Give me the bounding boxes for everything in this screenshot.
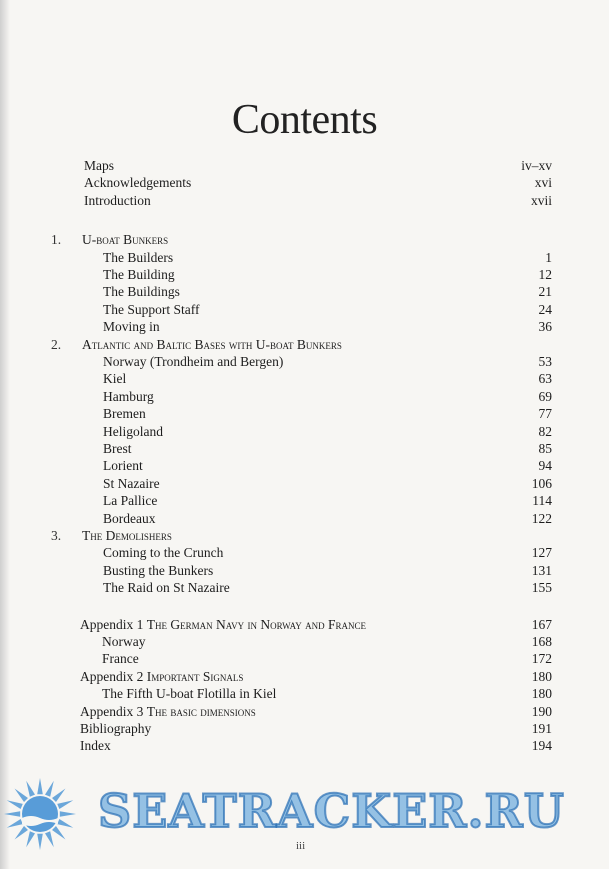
toc-section-entry bbox=[0, 370, 609, 388]
entry-label: Brest bbox=[103, 441, 132, 456]
toc-back-matter bbox=[0, 737, 609, 755]
sun-ray bbox=[7, 819, 23, 828]
sun-ray bbox=[57, 819, 73, 828]
toc-section-entry bbox=[0, 353, 609, 371]
entry-label: The Building bbox=[103, 267, 175, 282]
page-ref: xvii bbox=[530, 192, 552, 208]
page-ref: 85 bbox=[538, 441, 552, 456]
toc-section-entry bbox=[0, 318, 609, 336]
entry-label: Introduction bbox=[84, 192, 151, 208]
toc-section-entry bbox=[0, 510, 609, 528]
entry-label: Hamburg bbox=[103, 388, 154, 404]
sun-ray bbox=[4, 811, 20, 817]
appendix-prefix: Appendix 1 bbox=[80, 616, 144, 632]
entry-label: St Nazaire bbox=[103, 475, 160, 491]
sun-ray bbox=[15, 826, 28, 839]
toc-chapter-heading bbox=[0, 231, 609, 249]
page-ref: 94 bbox=[538, 458, 552, 474]
toc-section-entry bbox=[0, 633, 609, 651]
toc-section-entry bbox=[0, 283, 609, 301]
page-ref: 172 bbox=[531, 651, 552, 667]
entry-label: Atlantic and Baltic Bases with U-boat Bunkers bbox=[82, 336, 342, 352]
sun-ray bbox=[52, 789, 65, 802]
appendix-title: The German Navy in Norway and France bbox=[146, 616, 367, 632]
sun-ray bbox=[37, 778, 43, 794]
sun-ray bbox=[52, 826, 65, 839]
entry-label: Acknowledgements bbox=[84, 175, 192, 191]
entry-label: Coming to the Crunch bbox=[103, 545, 224, 561]
entry-label: Kiel bbox=[103, 371, 127, 387]
toc-section-entry bbox=[0, 388, 609, 406]
toc-section-entry bbox=[0, 685, 609, 703]
page-ref: 36 bbox=[538, 319, 552, 335]
entry-label: The Buildings bbox=[103, 284, 180, 300]
appendix-prefix: Appendix 3 bbox=[80, 703, 144, 719]
sun-ray bbox=[45, 831, 54, 847]
sun-ray bbox=[26, 831, 35, 847]
entry-label: Bremen bbox=[103, 406, 146, 422]
sun-ray bbox=[45, 781, 54, 797]
page-ref: 127 bbox=[531, 545, 552, 561]
page-ref: 63 bbox=[538, 371, 552, 387]
toc-chapter-heading bbox=[0, 527, 609, 545]
toc-appendix bbox=[0, 703, 609, 721]
entry-label bbox=[80, 616, 366, 634]
toc-section-entry bbox=[0, 423, 609, 441]
toc-chapter-heading bbox=[0, 336, 609, 354]
toc-section-entry bbox=[0, 579, 609, 597]
toc-section-entry bbox=[0, 650, 609, 668]
entry-label: France bbox=[102, 651, 139, 667]
watermark-text: SEATRACKER.RU bbox=[98, 784, 565, 838]
toc-front-matter bbox=[0, 157, 609, 175]
toc-section-entry bbox=[0, 301, 609, 319]
page-number: iii bbox=[296, 840, 306, 852]
sun-ray bbox=[60, 811, 76, 817]
toc-section-entry bbox=[0, 492, 609, 510]
page-ref: xvi bbox=[534, 175, 552, 191]
page-ref: 131 bbox=[531, 562, 552, 578]
toc-section-entry bbox=[0, 562, 609, 580]
page-ref: 21 bbox=[538, 284, 552, 300]
page-title: Contents bbox=[231, 97, 378, 143]
entry-label: U-boat Bunkers bbox=[82, 232, 169, 248]
sun-ray bbox=[15, 789, 28, 802]
sun-ray bbox=[37, 834, 43, 850]
page-ref: 69 bbox=[538, 388, 552, 404]
page-ref: 24 bbox=[538, 301, 552, 317]
page-ref: 191 bbox=[531, 721, 552, 736]
page-ref: 190 bbox=[531, 703, 552, 719]
page-ref: 12 bbox=[538, 267, 552, 282]
toc-appendix bbox=[0, 668, 609, 686]
entry-label: Heligoland bbox=[103, 423, 163, 439]
sun-icon bbox=[4, 778, 76, 850]
toc-section-entry bbox=[0, 249, 609, 267]
entry-label: Bibliography bbox=[80, 721, 152, 736]
chapter-number: 3. bbox=[51, 528, 62, 543]
entry-label: Bordeaux bbox=[103, 510, 156, 526]
page-ref: 180 bbox=[531, 668, 552, 684]
page-ref: 114 bbox=[532, 493, 552, 509]
page-ref: 155 bbox=[531, 580, 552, 596]
chapter-number: 1. bbox=[51, 232, 62, 248]
page-ref: 180 bbox=[531, 686, 552, 702]
page-ref: iv–xv bbox=[521, 158, 552, 173]
toc-appendix bbox=[0, 616, 609, 634]
page-ref: 106 bbox=[531, 475, 552, 491]
chapter-number: 2. bbox=[51, 336, 62, 352]
toc-section-entry bbox=[0, 405, 609, 423]
toc-section-entry bbox=[0, 440, 609, 458]
toc-front-matter bbox=[0, 192, 609, 210]
entry-label: Maps bbox=[84, 158, 114, 173]
entry-label: The Fifth U-boat Flotilla in Kiel bbox=[102, 686, 277, 702]
toc-section-entry bbox=[0, 457, 609, 475]
page-ref: 122 bbox=[531, 510, 552, 526]
toc-front-matter bbox=[0, 174, 609, 192]
page-ref: 82 bbox=[538, 423, 552, 439]
entry-label: Lorient bbox=[103, 458, 143, 474]
toc-section-entry bbox=[0, 475, 609, 493]
entry-label: Norway (Trondheim and Bergen) bbox=[103, 354, 284, 369]
page-ref: 168 bbox=[531, 634, 552, 649]
sun-ray bbox=[26, 781, 35, 797]
page-ref: 77 bbox=[538, 406, 552, 422]
entry-label: The Builders bbox=[103, 249, 174, 265]
entry-label: Moving in bbox=[103, 319, 160, 335]
page-ref: 167 bbox=[531, 616, 552, 632]
appendix-title: Important Signals bbox=[146, 668, 244, 684]
entry-label: Index bbox=[80, 738, 111, 754]
sun-ray bbox=[7, 800, 23, 809]
page-ref: 1 bbox=[545, 249, 552, 265]
entry-label: The Raid on St Nazaire bbox=[103, 580, 230, 596]
entry-label: La Pallice bbox=[103, 493, 158, 509]
entry-label: The Demolishers bbox=[82, 528, 172, 543]
entry-label: The Support Staff bbox=[103, 301, 200, 317]
entry-label: Busting the Bunkers bbox=[103, 562, 214, 578]
page-ref: 53 bbox=[538, 354, 552, 369]
entry-label bbox=[80, 668, 243, 686]
entry-label bbox=[80, 703, 256, 721]
appendix-title: The basic dimensions bbox=[146, 703, 256, 719]
toc-section-entry bbox=[0, 544, 609, 562]
page-ref: 194 bbox=[531, 738, 552, 754]
appendix-prefix: Appendix 2 bbox=[80, 668, 144, 684]
toc-section-entry bbox=[0, 266, 609, 284]
toc-back-matter bbox=[0, 720, 609, 738]
sun-ray bbox=[57, 800, 73, 809]
entry-label: Norway bbox=[102, 634, 146, 649]
